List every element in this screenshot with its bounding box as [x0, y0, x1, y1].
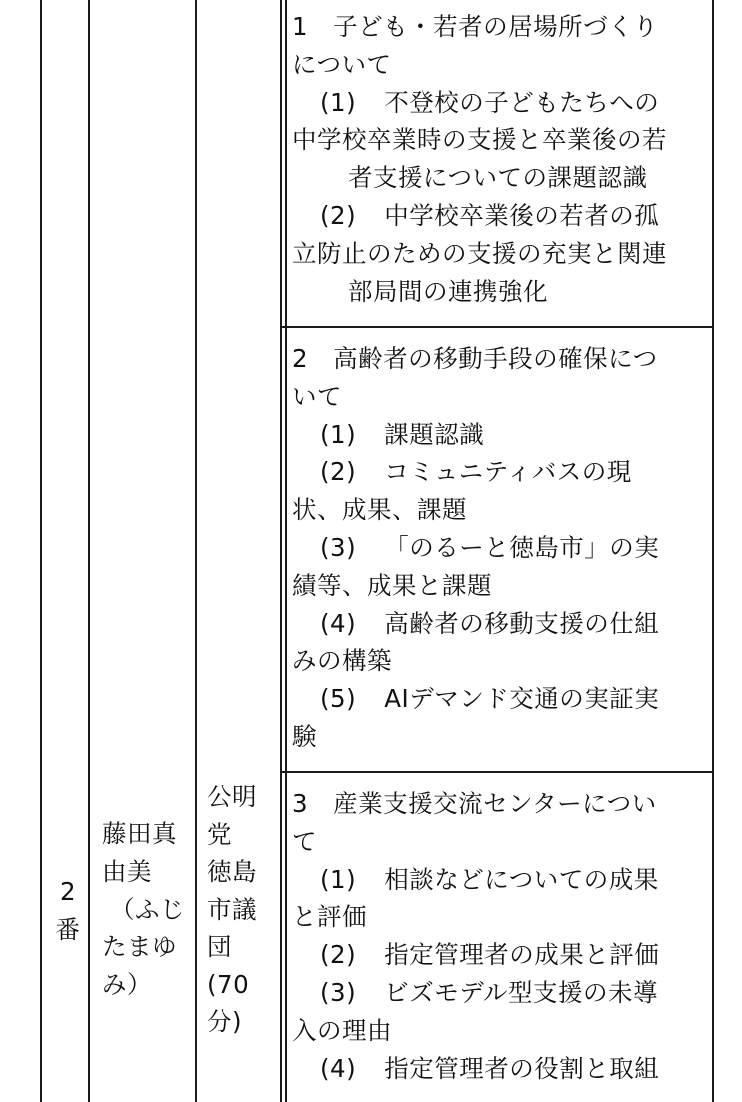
subitem-line: 立防止のための支援の充実と関連 [292, 238, 667, 268]
subitem-number: (1) [320, 419, 357, 449]
party-line: 公明 [207, 782, 257, 811]
column-divider-name [195, 0, 197, 1102]
topic-cell-1 [292, 8, 706, 310]
subitem-text: 「のるーと徳島市」の実 [384, 532, 660, 562]
column-divider-party-inner [285, 0, 287, 1102]
topic-title-line: について [292, 49, 392, 79]
topic-divider-1 [282, 326, 714, 328]
subitem-line: 部局間の連携強化 [348, 276, 548, 306]
column-divider-party-outer [280, 0, 282, 1102]
subitem-line: 験 [292, 721, 317, 751]
party-line: (70 [207, 969, 250, 999]
speaker-name-line: 藤田真 [102, 819, 177, 848]
speaker-name-line: （ふじ [110, 894, 185, 924]
subitem-text: コミュニティバスの現 [384, 457, 632, 487]
speaker-number-cell [48, 873, 88, 949]
topic-title-line: て [292, 826, 317, 856]
subitem-text: 中学校卒業後の若者の孤 [384, 200, 660, 230]
speaker-name-line: み） [102, 970, 152, 1000]
party-line: 団 [207, 932, 232, 961]
subitem-line: 状、成果、課題 [292, 495, 467, 525]
subitem-line: 中学校卒業時の支援と卒業後の若 [292, 125, 667, 155]
speaker-name-line: たまゆ [102, 932, 177, 962]
subitem-text: 相談などについての成果 [384, 864, 659, 894]
subitem-line [292, 416, 706, 454]
subitem-line [292, 861, 706, 899]
subitem-number: (3) [320, 532, 357, 562]
column-divider-number [88, 0, 90, 1102]
subitem-text: 高齢者の移動支援の仕組 [384, 608, 660, 638]
subitem-text: AIデマンド交通の実証実 [384, 684, 660, 714]
topic-cell-2 [292, 340, 706, 756]
party-line: 党 [207, 819, 232, 849]
subitem-text: 指定管理者の成果と評価 [384, 940, 660, 970]
speaker-number-line: 2 [59, 877, 77, 906]
topic-title-line: いて [292, 381, 342, 411]
subitem-text: ビズモデル型支援の未導 [384, 977, 658, 1007]
subitem-line: 入の理由 [292, 1015, 392, 1045]
subitem-number: (1) [320, 864, 357, 894]
topic-cell-3 [292, 785, 706, 1087]
subitem-number: (3) [320, 977, 357, 1007]
subitem-number: (2) [320, 457, 357, 487]
subitem-number: (4) [320, 1053, 357, 1083]
topic-divider-2 [282, 771, 714, 773]
speaker-number-line: 番 [55, 914, 81, 944]
party-line: 徳島 [207, 857, 257, 886]
subitem-line [292, 605, 706, 643]
subitem-number: (2) [320, 200, 357, 230]
speaker-name-cell [102, 815, 188, 1004]
subitem-line [292, 453, 706, 491]
table-border-right [712, 0, 714, 1102]
table-border-left [40, 0, 42, 1102]
topic-title-line: 2 高齢者の移動手段の確保につ [292, 344, 658, 373]
subitem-number: (5) [320, 684, 357, 714]
subitem-number: (4) [320, 608, 357, 638]
subitem-line [292, 974, 706, 1012]
topic-title-line: 3 産業支援交流センターについ [292, 789, 657, 818]
party-line: 分) [207, 1007, 243, 1036]
speaker-name-line: 由美 [102, 856, 152, 886]
topic-title-line: 1 子ども・若者の居場所づくり [292, 12, 659, 41]
subitem-line [292, 1050, 706, 1088]
party-line: 市議 [207, 894, 257, 924]
subitem-text: 課題認識 [384, 419, 485, 449]
subitem-line [292, 84, 706, 122]
subitem-line [292, 197, 706, 235]
subitem-line [292, 680, 706, 718]
subitem-text: 指定管理者の役割と取組 [384, 1053, 660, 1083]
subitem-number: (2) [320, 940, 357, 970]
subitem-number: (1) [320, 87, 357, 117]
party-cell [207, 778, 273, 1041]
subitem-line: 績等、成果と課題 [292, 570, 492, 600]
subitem-line: みの構築 [292, 646, 392, 676]
subitem-line: と評価 [292, 902, 367, 932]
subitem-line [292, 529, 706, 567]
subitem-line [292, 936, 706, 974]
subitem-text: 不登校の子どもたちへの [384, 87, 660, 117]
subitem-line: 者支援についての課題認識 [348, 163, 648, 193]
